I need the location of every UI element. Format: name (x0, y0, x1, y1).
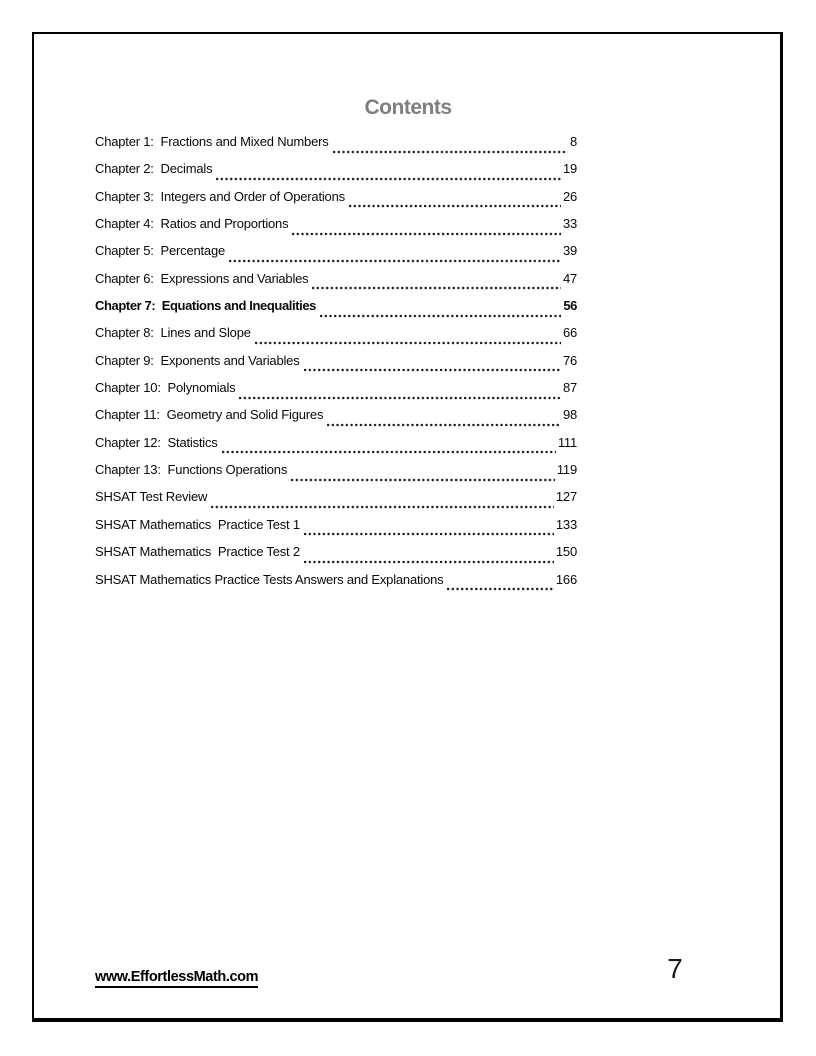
toc-entry-page: 19 (562, 161, 577, 177)
dot-leader (229, 259, 561, 263)
toc-entry-label: SHSAT Mathematics Practice Test 1 (95, 516, 300, 532)
toc-row (95, 271, 577, 298)
dot-leader (222, 450, 556, 454)
toc-entry-label: Chapter 2: Decimals (95, 161, 213, 177)
dot-leader (239, 396, 560, 400)
toc-entry-label: Chapter 7: Equations and Inequalities (95, 298, 317, 314)
toc-entry-page: 87 (562, 380, 577, 396)
toc-row (95, 407, 577, 434)
toc-entry-label: Chapter 9: Exponents and Variables (95, 352, 300, 368)
toc-row (95, 380, 577, 407)
toc-row (95, 325, 577, 352)
toc-row (95, 243, 577, 270)
toc-entry-label: SHSAT Test Review (95, 489, 208, 505)
dot-leader (291, 478, 555, 482)
dot-leader (304, 560, 554, 564)
dot-leader (349, 204, 561, 208)
page-title: Contents (364, 96, 452, 119)
toc-row (95, 216, 577, 243)
dot-leader (255, 341, 561, 345)
dot-leader (211, 505, 554, 509)
toc-entry-page: 8 (569, 134, 577, 149)
toc-entry-page: 56 (563, 298, 577, 314)
toc-entry-page: 133 (555, 516, 577, 532)
dot-leader (447, 587, 553, 591)
page-number: 7 (667, 953, 683, 984)
toc-entry-page: 26 (562, 188, 577, 204)
toc-entry-label: Chapter 10: Polynomials (95, 380, 236, 396)
toc-row (95, 353, 577, 380)
toc-entry-page: 119 (556, 462, 577, 478)
toc-row (95, 462, 577, 489)
toc-entry-label: SHSAT Mathematics Practice Test 2 (95, 544, 300, 560)
toc-row (95, 161, 577, 188)
dot-leader (312, 286, 560, 290)
toc-entry-page: 39 (562, 243, 577, 259)
dot-leader (292, 232, 561, 236)
toc-entry-page: 150 (555, 544, 577, 560)
toc-entry-page: 98 (562, 407, 577, 423)
toc-entry-page: 166 (555, 571, 577, 587)
toc-entry-page: 47 (562, 270, 577, 286)
dot-leader (333, 150, 565, 154)
toc-row (95, 435, 577, 462)
toc-entry-label: Chapter 13: Functions Operations (95, 462, 288, 478)
toc-entry-label: Chapter 6: Expressions and Variables (95, 270, 309, 286)
toc-row (95, 572, 577, 599)
dot-leader (304, 532, 554, 536)
toc-entry-page: 33 (562, 216, 577, 232)
table-of-contents (95, 134, 577, 599)
toc-entry-page: 111 (557, 434, 577, 450)
dot-leader (327, 423, 561, 427)
toc-entry-label: Chapter 12: Statistics (95, 434, 218, 450)
toc-entry-label: Chapter 4: Ratios and Proportions (95, 216, 289, 232)
dot-leader (304, 368, 561, 372)
toc-row (95, 489, 577, 516)
toc-row (95, 134, 577, 161)
toc-entry-label: Chapter 1: Fractions and Mixed Numbers (95, 134, 329, 149)
toc-row (95, 298, 577, 325)
toc-row (95, 544, 577, 571)
toc-entry-label: SHSAT Mathematics Practice Tests Answers and Explanations (95, 571, 444, 587)
toc-entry-page: 127 (555, 489, 577, 505)
toc-entry-page: 66 (562, 325, 577, 341)
toc-row (95, 517, 577, 544)
toc-entry-page: 76 (562, 352, 577, 368)
toc-entry-label: Chapter 3: Integers and Order of Operations (95, 188, 345, 204)
dot-leader (320, 314, 561, 318)
footer-website-link: www.EffortlessMath.com (95, 969, 258, 988)
toc-row (95, 189, 577, 216)
toc-entry-label: Chapter 5: Percentage (95, 243, 226, 259)
toc-entry-label: Chapter 8: Lines and Slope (95, 325, 251, 341)
toc-entry-label: Chapter 11: Geometry and Solid Figures (95, 407, 324, 423)
dot-leader (216, 177, 561, 181)
